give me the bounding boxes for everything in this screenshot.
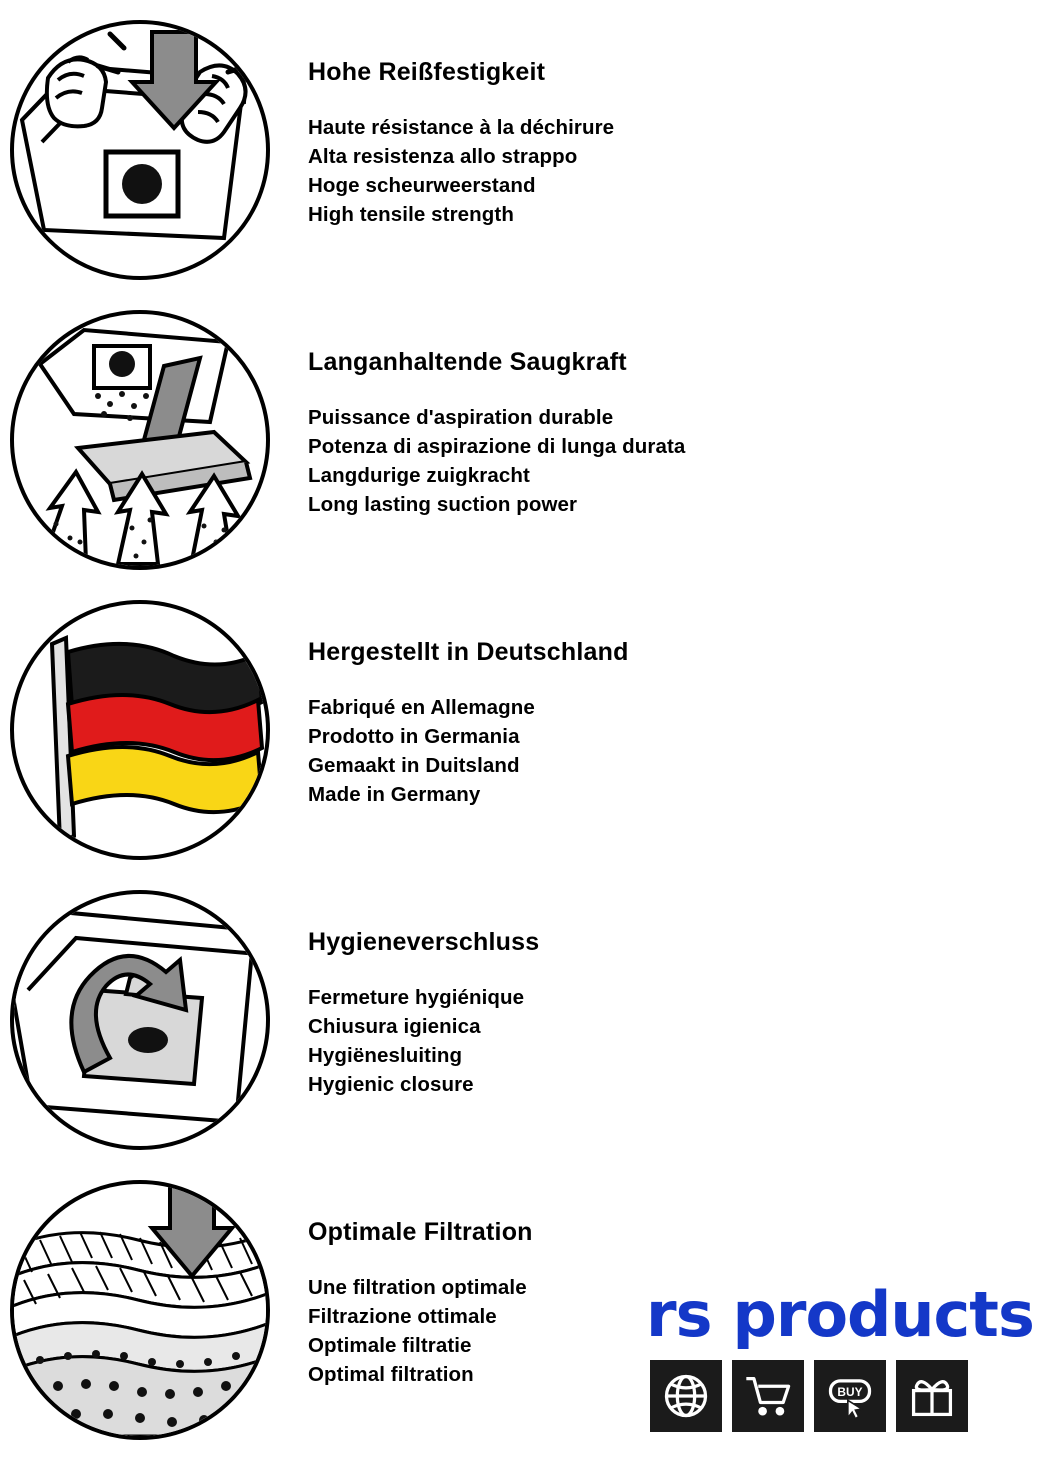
tear-resistance-icon bbox=[10, 20, 270, 280]
feature-title: Optimale Filtration bbox=[308, 1218, 533, 1246]
suction-power-icon bbox=[10, 310, 270, 570]
feature-line-fr: Haute résistance à la déchirure bbox=[308, 116, 615, 139]
feature-line-fr: Une filtration optimale bbox=[308, 1276, 527, 1299]
shopping-cart-icon[interactable] bbox=[732, 1360, 804, 1432]
feature-line-it: Prodotto in Germania bbox=[308, 725, 520, 749]
feature-line-nl: Optimale filtratie bbox=[308, 1334, 472, 1358]
feature-line-fr: Fermeture hygiénique bbox=[308, 986, 525, 1009]
feature-texts bbox=[280, 300, 685, 519]
feature-row bbox=[0, 880, 1040, 1170]
brand-name-rs: rs bbox=[646, 1278, 712, 1351]
buy-button-icon[interactable] bbox=[814, 1360, 886, 1432]
feature-title: Hergestellt in Deutschland bbox=[308, 638, 629, 666]
feature-line-fr: Fabriqué en Allemagne bbox=[308, 696, 535, 719]
feature-line-it: Chiusura igienica bbox=[308, 1015, 481, 1039]
feature-row bbox=[0, 300, 1040, 590]
filtration-icon bbox=[10, 1180, 270, 1440]
feature-title: Langanhaltende Saugkraft bbox=[308, 348, 627, 376]
feature-row bbox=[0, 590, 1040, 880]
brand-name-products: products bbox=[732, 1278, 1034, 1351]
icon-container bbox=[0, 880, 280, 1160]
feature-line-fr: Puissance d'aspiration durable bbox=[308, 406, 614, 429]
feature-line-nl: Langdurige zuigkracht bbox=[308, 464, 530, 488]
feature-line-nl: Hygiënesluiting bbox=[308, 1044, 463, 1068]
feature-title: Hohe Reißfestigkeit bbox=[308, 58, 546, 86]
icon-container bbox=[0, 590, 280, 870]
feature-line-en: High tensile strength bbox=[308, 203, 514, 227]
feature-line-nl: Hoge scheurweerstand bbox=[308, 174, 536, 198]
feature-line-en: Long lasting suction power bbox=[308, 493, 578, 517]
feature-line-en: Hygienic closure bbox=[308, 1073, 474, 1097]
icon-container bbox=[0, 300, 280, 580]
feature-line-en: Optimal filtration bbox=[308, 1363, 474, 1387]
svg-text:BUY: BUY bbox=[837, 1385, 863, 1399]
icon-container bbox=[0, 10, 280, 290]
brand-icon-row bbox=[650, 1360, 1026, 1432]
hygienic-closure-icon bbox=[10, 890, 270, 1150]
feature-texts bbox=[280, 10, 614, 229]
german-flag-icon bbox=[10, 600, 270, 860]
feature-line-nl: Gemaakt in Duitsland bbox=[308, 754, 520, 778]
gift-box-icon[interactable] bbox=[896, 1360, 968, 1432]
feature-line-it: Alta resistenza allo strappo bbox=[308, 145, 578, 169]
icon-container bbox=[0, 1170, 280, 1450]
globe-icon[interactable] bbox=[650, 1360, 722, 1432]
feature-line-en: Made in Germany bbox=[308, 783, 481, 807]
brand-logo bbox=[646, 1278, 1034, 1351]
feature-title: Hygieneverschluss bbox=[308, 928, 540, 956]
feature-row bbox=[0, 10, 1040, 300]
brand-block bbox=[646, 1278, 1034, 1432]
feature-texts bbox=[280, 880, 539, 1099]
feature-line-it: Filtrazione ottimale bbox=[308, 1305, 497, 1329]
feature-texts bbox=[280, 590, 629, 809]
feature-texts bbox=[280, 1170, 533, 1389]
feature-line-it: Potenza di aspirazione di lunga durata bbox=[308, 435, 686, 459]
